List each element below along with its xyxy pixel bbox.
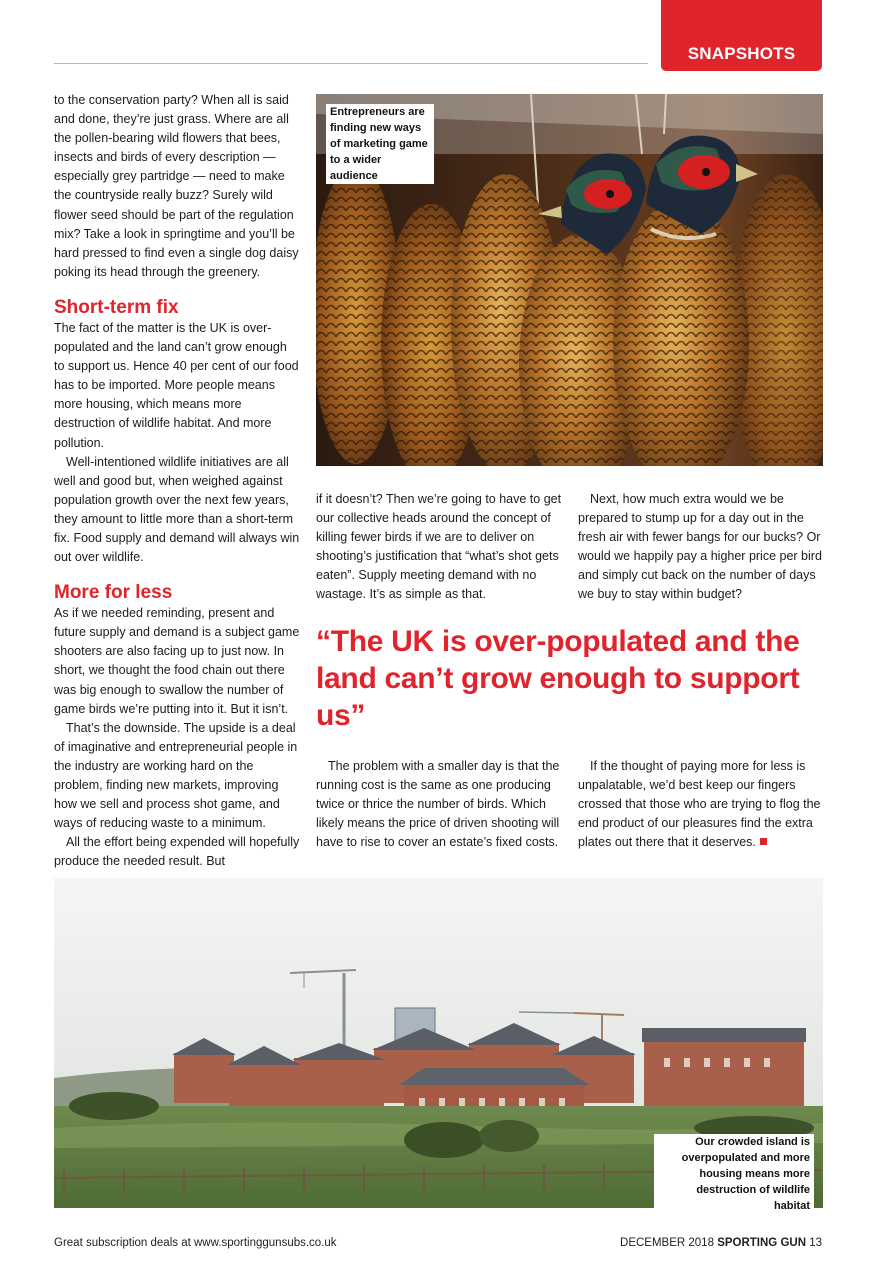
subhead-more-for-less: More for less	[54, 582, 173, 604]
article-column-3-lower	[578, 757, 824, 852]
page-number: 13	[809, 1237, 822, 1249]
footer-folio	[620, 1237, 822, 1249]
article-column-1	[54, 91, 300, 871]
photo-caption-housing: Our crowded island is overpopulated and more housing means more destruction of wildlife habitat	[654, 1134, 814, 1214]
header-rule	[54, 63, 648, 64]
issue-date: DECEMBER 2018	[620, 1237, 714, 1249]
paragraph: The fact of the matter is the UK is over-populated and the land can’t grow enough to support us. Hence 40 per cent of our food has to be imported. More people means more housing, which means more destruction of wildlife habitat. And more pollution.	[54, 320, 299, 450]
paragraph: Well-intentioned wildlife initiatives are all well and good but, when weighed against population growth over the next few years, they amount to little more than a short-term fix. Food supply and demand will always win out over wildlife.	[54, 454, 300, 565]
paragraph: Next, how much extra would we be prepared to stump up for a day out in the fresh air with fewer bangs for our bucks? Or would we happily pay a higher price per bird and simply cut back on the number of days we buy to stay within budget?	[578, 492, 822, 602]
section-tab	[661, 0, 822, 71]
paragraph	[578, 757, 824, 852]
article-column-2-upper	[316, 490, 562, 605]
paragraph: The problem with a smaller day is that the running cost is the same as one producing twice or thrice the number of birds. Which likely means the price of driven shooting will have to rise to cover an estate’s fixed costs.	[316, 759, 560, 850]
paragraph: That’s the downside. The upside is a deal of imaginative and entrepreneurial people in the industry are working hard on the problem, finding new markets, improving how we sell and process shot game, and ways of reducing waste to a minimum.	[54, 720, 298, 831]
pull-quote: “The UK is over-populated and the land can’t grow enough to support us”	[316, 625, 800, 732]
paragraph: if it doesn’t? Then we’re going to have to get our collective heads around the concept of killing fewer birds if we are to deliver on shooting’s justification that “what’s shot gets eaten”. Supply meeting demand with no wastage. It’s as simple as that.	[316, 492, 562, 602]
magazine-name: SPORTING GUN	[717, 1237, 806, 1249]
article-column-3-upper	[578, 490, 824, 605]
article-column-2-lower	[316, 757, 562, 852]
photo-caption-pheasants: Entrepreneurs are finding new ways of marketing game to a wider audience	[326, 104, 434, 184]
footer-subscription-link[interactable]: Great subscription deals at www.sportinggunsubs.co.uk	[54, 1237, 337, 1249]
subhead-short-term-fix: Short-term fix	[54, 296, 179, 318]
paragraph: All the effort being expended will hopefully produce the needed result. But	[54, 835, 300, 869]
paragraph: to the conservation party? When all is said and done, they’re just grass. Where are all the pollen-bearing wild flowers that bees, insects and birds of every description — especially grey partridge — need to make the countryside really buzz? Surely wild flower seed should be part of the regulation mix? Take a look in springtime and you’ll be hard pressed to find even a single dog daisy poking its head through the greenery.	[54, 93, 299, 279]
end-of-article-mark	[760, 838, 767, 845]
paragraph-text: If the thought of paying more for less is unpalatable, we’d best keep our fingers crossed that those who are trying to flog the end product of our pleasures find the extra plates out there that it deserves.	[578, 759, 821, 850]
section-label: SNAPSHOTS	[687, 44, 796, 63]
paragraph: As if we needed reminding, present and future supply and demand is a subject game shooters are also facing up to just now. In short, we thought the food chain out there was big enough to swallow the number of game birds we’re putting into it. But it isn’t.	[54, 606, 300, 716]
